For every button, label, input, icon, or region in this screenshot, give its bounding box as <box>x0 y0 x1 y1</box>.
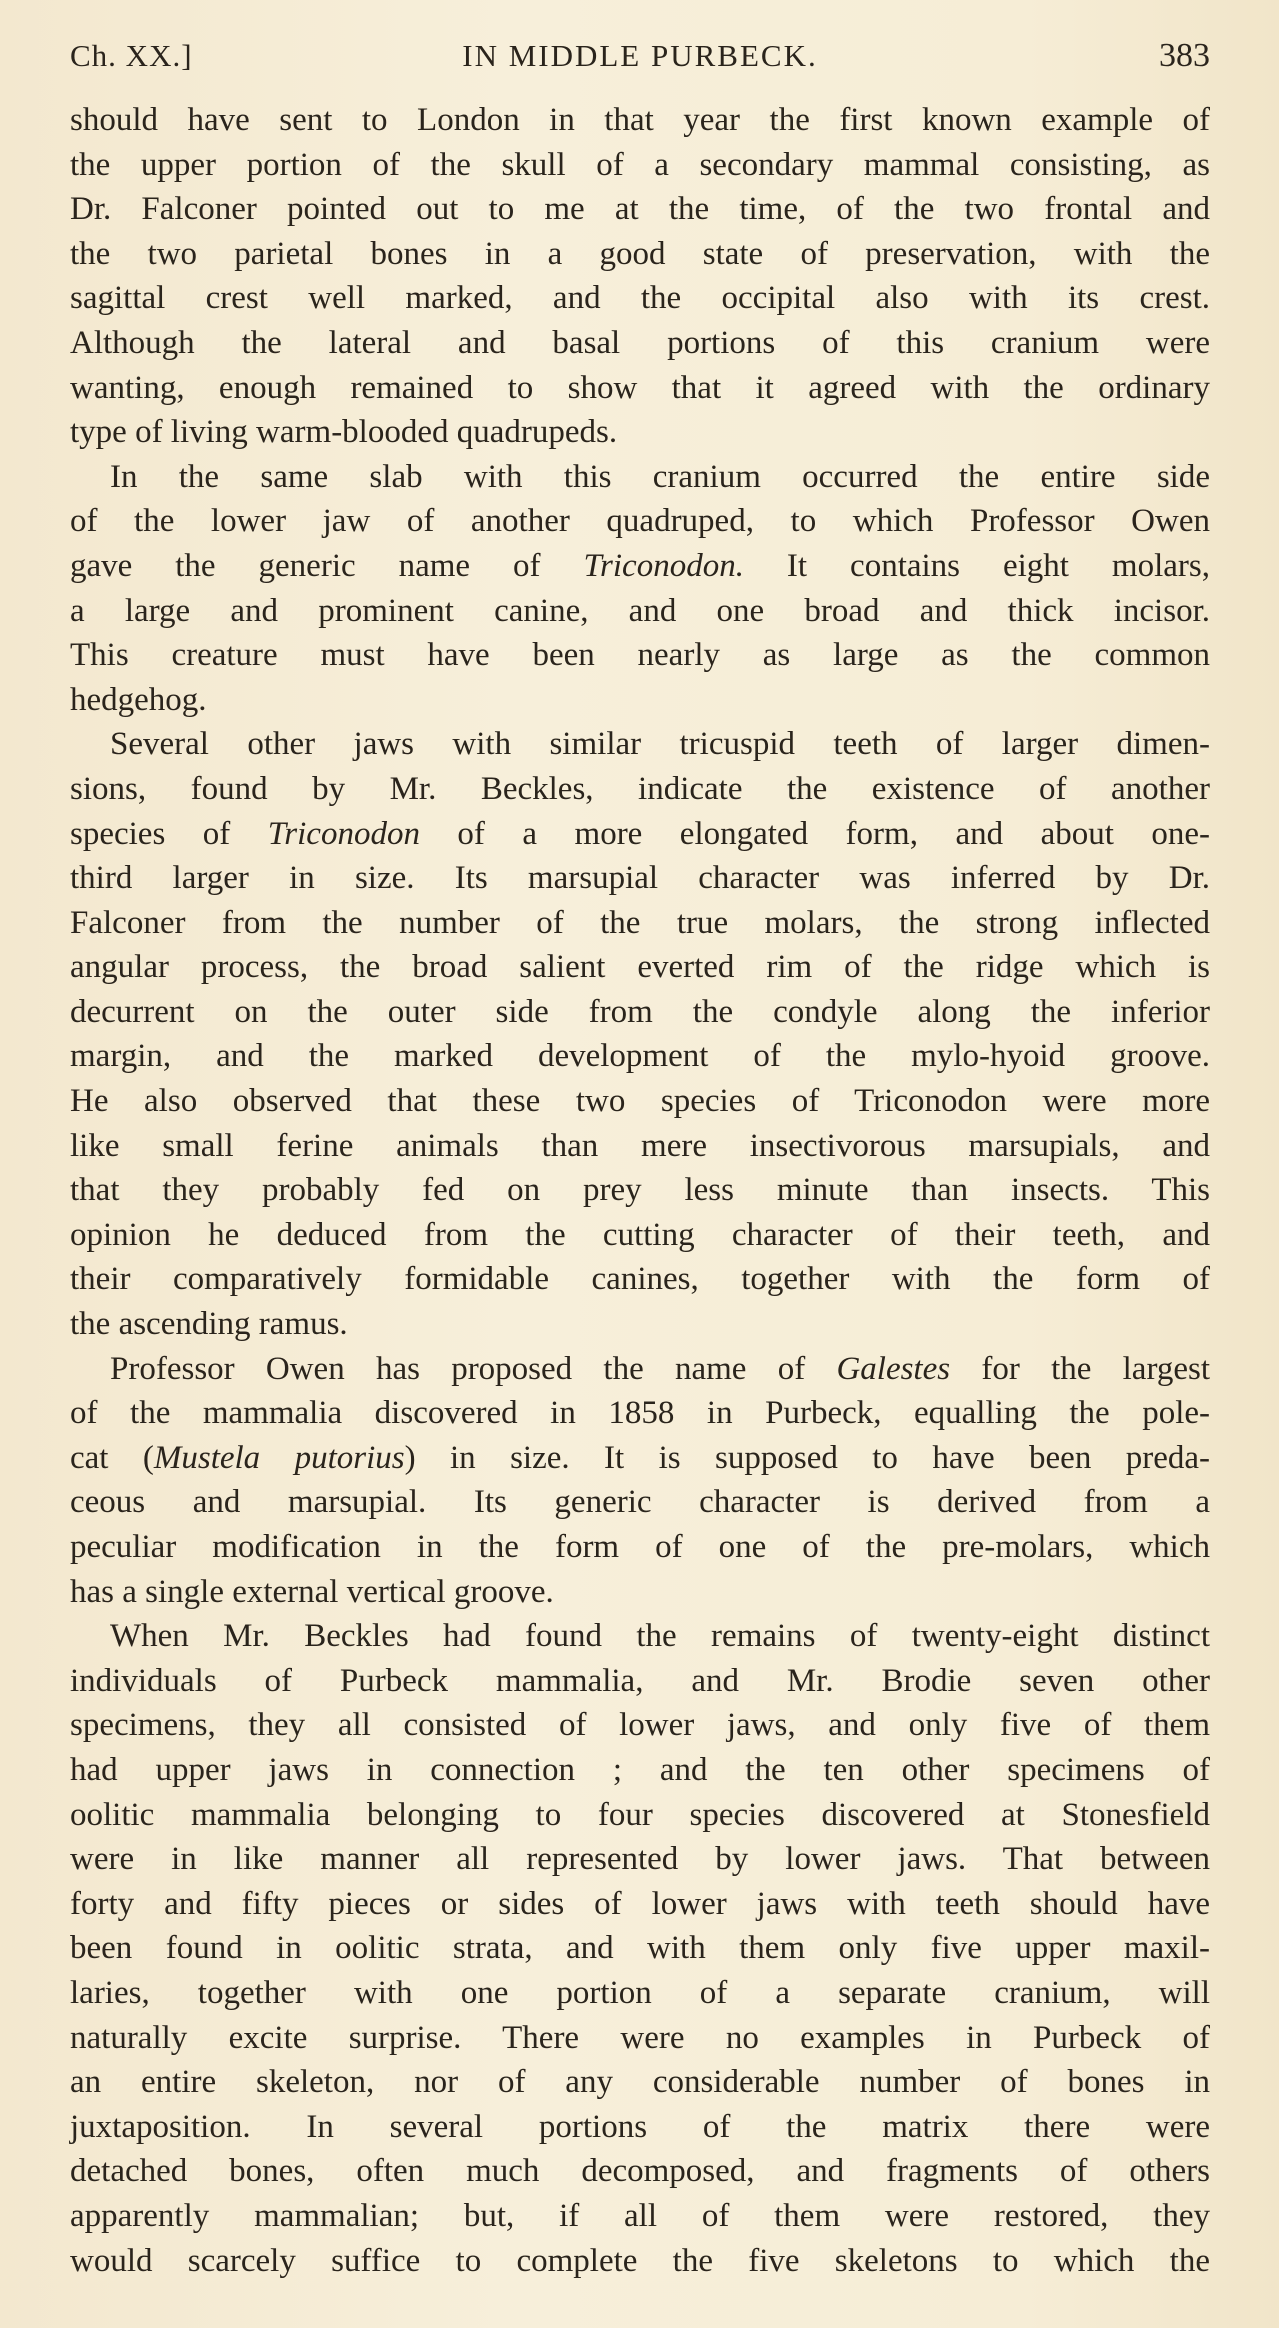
text-segment: been found in oolitic strata, and with them only five upper maxil- <box>70 1930 1210 1967</box>
text-line <box>70 856 1210 901</box>
text-line <box>70 1882 1210 1927</box>
text-line <box>70 678 1210 723</box>
italic-term: Triconodon <box>267 815 420 852</box>
text-segment: naturally excite surprise. There were no examples in Purbeck of <box>70 2019 1210 2056</box>
text-segment: type of living warm-blooded quadrupeds. <box>70 414 618 451</box>
text-line <box>70 1079 1210 1124</box>
text-segment: gave the generic name of <box>70 547 584 584</box>
text-line <box>70 1926 1210 1971</box>
text-line <box>70 2016 1210 2061</box>
text-segment: like small ferine animals than mere insectivorous marsupials, and <box>70 1127 1210 1164</box>
text-segment: margin, and the marked development of the mylo-hyoid groove. <box>70 1038 1210 1075</box>
text-segment: specimens, they all consisted of lower jaws, and only five of them <box>70 1707 1210 1744</box>
text-line <box>70 98 1210 143</box>
text-line <box>70 2060 1210 2105</box>
text-segment: Although the lateral and basal portions of this cranium were <box>70 324 1210 361</box>
text-segment: wanting, enough remained to show that it agreed with the ordinary <box>70 369 1210 406</box>
text-segment: the two parietal bones in a good state of preservation, with the <box>70 235 1210 272</box>
text-segment: of the mammalia discovered in 1858 in Purbeck, equalling the pole- <box>70 1395 1210 1432</box>
text-line <box>70 1436 1210 1481</box>
text-line <box>70 499 1210 544</box>
text-line <box>70 187 1210 232</box>
running-head <box>70 36 1210 76</box>
text-line <box>70 1034 1210 1079</box>
text-line <box>70 321 1210 366</box>
text-line <box>70 1302 1210 1347</box>
text-segment: third larger in size. Its marsupial character was inferred by Dr. <box>70 860 1210 897</box>
text-segment: peculiar modification in the form of one of the pre-molars, which <box>70 1529 1210 1565</box>
text-line <box>70 2105 1210 2150</box>
text-segment: the ascending ramus. <box>70 1306 348 1343</box>
text-segment: oolitic mammalia belonging to four species discovered at Stonesfield <box>70 1796 1210 1833</box>
text-line <box>70 767 1210 812</box>
text-segment: In the same slab with this cranium occurred the entire side <box>110 458 1210 495</box>
text-segment: Professor Owen has proposed the name of <box>110 1350 837 1387</box>
text-line <box>70 2149 1210 2194</box>
text-line <box>70 1703 1210 1748</box>
text-segment: of the lower jaw of another quadruped, to which Professor Owen <box>70 503 1210 540</box>
text-segment: individuals of Purbeck mammalia, and Mr. Brodie seven other <box>70 1662 1210 1699</box>
text-segment: has a single external vertical groove. <box>70 1573 554 1610</box>
text-segment: ceous and marsupial. Its generic character is derived from a <box>70 1484 1210 1521</box>
text-line <box>70 722 1210 767</box>
text-segment: for the largest <box>950 1350 1210 1387</box>
page-number: 383 <box>1159 37 1210 74</box>
text-line <box>70 1793 1210 1838</box>
text-segment: forty and fifty pieces or sides of lower jaws with teeth should have <box>70 1885 1210 1922</box>
chapter-reference: Ch. XX.] <box>70 38 193 73</box>
text-line <box>70 1971 1210 2016</box>
text-segment: that they probably fed on prey less minute than insects. This <box>70 1172 1210 1209</box>
text-segment: a large and prominent canine, and one broad and thick incisor. <box>70 592 1210 629</box>
text-line <box>70 2239 1210 2284</box>
text-segment: had upper jaws in connection ; and the ten other specimens of <box>70 1751 1210 1788</box>
text-line <box>70 1570 1210 1615</box>
text-line <box>70 2194 1210 2239</box>
text-line <box>70 990 1210 1035</box>
text-segment: their comparatively formidable canines, together with the form of <box>70 1261 1210 1298</box>
text-line <box>70 276 1210 321</box>
text-line <box>70 1837 1210 1882</box>
text-line <box>70 1391 1210 1436</box>
text-segment: were in like manner all represented by lower jaws. That between <box>70 1841 1210 1878</box>
italic-term: Triconodon. <box>583 547 744 584</box>
text-segment: angular process, the broad salient everted rim of the ridge which is <box>70 949 1210 986</box>
text-segment: decurrent on the outer side from the condyle along the inferior <box>70 993 1210 1030</box>
text-segment: juxtaposition. In several portions of the matrix there were <box>70 2108 1210 2145</box>
running-title: IN MIDDLE PURBECK. <box>462 38 818 73</box>
text-segment: detached bones, often much decomposed, and fragments of others <box>70 2153 1210 2190</box>
text-line <box>70 1124 1210 1169</box>
text-segment: ) in size. It is supposed to have been preda- <box>404 1439 1210 1476</box>
text-line <box>70 232 1210 277</box>
text-line <box>70 1614 1210 1659</box>
text-line <box>70 1257 1210 1302</box>
text-segment: Dr. Falconer pointed out to me at the time, of the two frontal and <box>70 191 1210 228</box>
text-segment: apparently mammalian; but, if all of them were restored, they <box>70 2197 1210 2234</box>
text-line <box>70 455 1210 500</box>
text-line <box>70 901 1210 946</box>
text-line <box>70 1659 1210 1704</box>
text-line <box>70 1525 1210 1570</box>
text-segment: Several other jaws with similar tricuspid teeth of larger dimen- <box>110 726 1210 763</box>
text-line <box>70 1748 1210 1793</box>
text-segment: opinion he deduced from the cutting character of their teeth, and <box>70 1216 1210 1253</box>
italic-term: Mustela putorius <box>153 1439 405 1476</box>
text-segment: cat ( <box>70 1439 154 1476</box>
text-line <box>70 1168 1210 1213</box>
text-segment: of a more elongated form, and about one- <box>419 815 1210 852</box>
text-segment: laries, together with one portion of a separate cranium, will <box>70 1974 1210 2011</box>
text-segment: the upper portion of the skull of a secondary mammal consisting, as <box>70 146 1210 183</box>
text-segment: should have sent to London in that year the first known example of <box>70 102 1210 138</box>
text-segment: an entire skeleton, nor of any considerable number of bones in <box>70 2064 1210 2101</box>
text-line <box>70 812 1210 857</box>
text-line <box>70 1480 1210 1525</box>
text-segment: hedgehog. <box>70 681 207 718</box>
text-line <box>70 143 1210 188</box>
text-segment: When Mr. Beckles had found the remains of twenty-eight distinct <box>110 1618 1210 1655</box>
text-line <box>70 410 1210 455</box>
text-segment: He also observed that these two species of Triconodon were more <box>70 1083 1210 1120</box>
text-line <box>70 945 1210 990</box>
text-line <box>70 633 1210 678</box>
text-line <box>70 544 1210 589</box>
text-segment: would scarcely suffice to complete the five skeletons to which the <box>70 2242 1210 2279</box>
text-line <box>70 589 1210 634</box>
italic-term: Galestes <box>836 1350 951 1387</box>
text-segment: species of <box>70 815 268 852</box>
text-segment: sions, found by Mr. Beckles, indicate the existence of another <box>70 770 1210 807</box>
text-segment: sagittal crest well marked, and the occipital also with its crest. <box>70 280 1210 317</box>
text-segment: Falconer from the number of the true molars, the strong inflected <box>70 904 1210 941</box>
text-line <box>70 1347 1210 1392</box>
text-line <box>70 366 1210 411</box>
body-text <box>70 98 1210 2283</box>
text-segment: It contains eight molars, <box>743 547 1210 584</box>
text-segment: This creature must have been nearly as large as the common <box>70 637 1210 674</box>
text-line <box>70 1213 1210 1258</box>
